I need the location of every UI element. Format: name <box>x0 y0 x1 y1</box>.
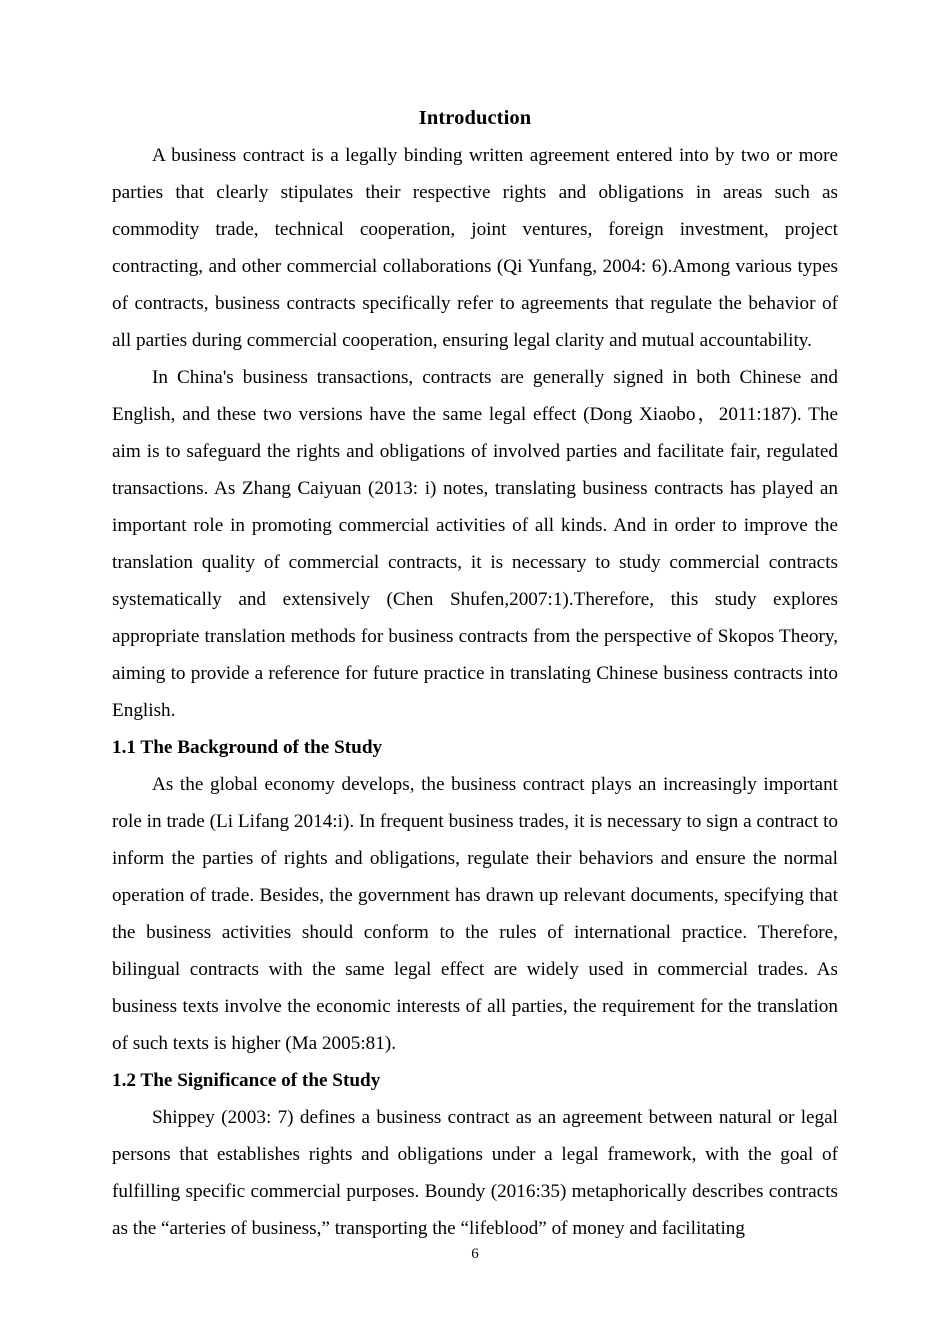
paragraph-intro-2: In China's business transactions, contracts are generally signed in both Chinese and English, and these two versions have the same legal effect (Dong Xiaobo，2011:187). The aim is to safeguard the rights and obligations of involved parties and facilitate fair, regulated transactions. As Zhang Caiyuan (2013: i) notes, translating business contracts has played an important role in promoting commercial activities of all kinds. And in order to improve the translation quality of commercial contracts, it is necessary to study commercial contracts systematically and extensively (Chen Shufen,2007:1).Therefore, this study explores appropriate translation methods for business contracts from the perspective of Skopos Theory, aiming to provide a reference for future practice in translating Chinese business contracts into English. <box>112 367 838 721</box>
page-title: Introduction <box>418 107 532 129</box>
paragraph-section-1-1: As the global economy develops, the business contract plays an increasingly important role in trade (Li Lifang 2014:i). In frequent business trades, it is necessary to sign a contract to inform the parties of rights and obligations, regulate their behaviors and ensure the normal operation of trade. Besides, the government has drawn up relevant documents, specifying that the business activities should conform to the rules of international practice. Therefore, bilingual contracts with the same legal effect are widely used in commercial trades. As business texts involve the economic interests of all parties, the requirement for the translation of such texts is higher (Ma 2005:81). <box>112 774 838 1054</box>
document-text-column <box>112 0 838 1247</box>
section-heading-1-2: 1.2 The Significance of the Study <box>112 1070 381 1091</box>
paragraph-intro-1: A business contract is a legally binding written agreement entered into by two or more parties that clearly stipulates their respective rights and obligations in areas such as commodity trade, technical cooperation, joint ventures, foreign investment, project contracting, and other commercial collaborations (Qi Yunfang, 2004: 6).Among various types of contracts, business contracts specifically refer to agreements that regulate the behavior of all parties during commercial cooperation, ensuring legal clarity and mutual accountability. <box>112 145 838 351</box>
paragraph-section-1-2: Shippey (2003: 7) defines a business contract as an agreement between natural or legal persons that establishes rights and obligations under a legal framework, with the goal of fulfilling specific commercial purposes. Boundy (2016:35) metaphorically describes contracts as the “arteries of business,” transporting the “lifeblood” of money and facilitating <box>112 1107 838 1239</box>
section-heading-1-1: 1.1 The Background of the Study <box>112 737 383 758</box>
page-number: 6 <box>471 1246 479 1262</box>
